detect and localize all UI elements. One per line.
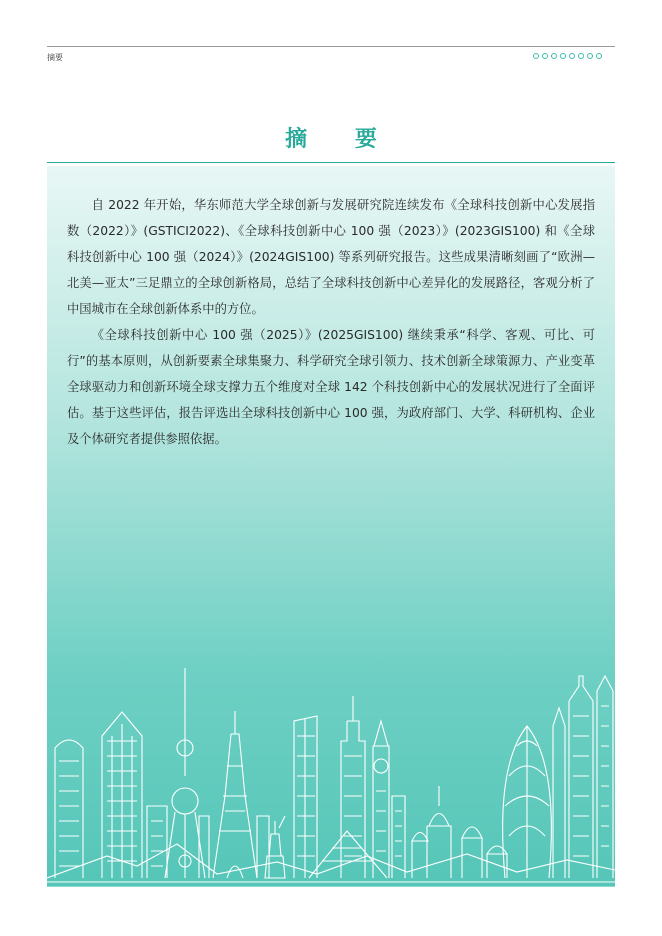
dot-icon	[578, 53, 584, 59]
abstract-body	[67, 192, 595, 452]
dot-icon	[560, 53, 566, 59]
dot-icon	[596, 53, 602, 59]
decorative-dots	[533, 53, 602, 59]
dot-icon	[551, 53, 557, 59]
dot-icon	[569, 53, 575, 59]
city-skyline-illustration	[47, 616, 615, 886]
page-title: 摘 要	[285, 127, 397, 152]
dot-icon	[587, 53, 593, 59]
dot-icon	[542, 53, 548, 59]
running-header: 摘要	[47, 53, 63, 62]
paragraph-2: 《全球科技创新中心 100 强（2025）》(2025GIS100) 继续秉承“科学、客观、可比、可行”的基本原则，从创新要素全球集聚力、科学研究全球引领力、技术创新全球策源力、产业变革全球驱动力和创新环境全球支撑力五个维度对全球 142 个科技创新中心的发展状况进行了全面评估。基于这些评估，报告评选出全球科技创新中心 100 强，为政府部门、大学、科研机构、企业及个体研究者提供参照依据。	[67, 328, 595, 446]
dot-icon	[533, 53, 539, 59]
title-rule	[47, 162, 615, 163]
bottom-rule	[47, 886, 615, 887]
abstract-panel	[47, 166, 615, 886]
paragraph-1: 自 2022 年开始，华东师范大学全球创新与发展研究院连续发布《全球科技创新中心发展指数（2022）》(GSTICI2022)、《全球科技创新中心 100 强（2023）》(2023GIS100) 和《全球科技创新中心 100 强（2024）》(2024GIS100) 等系列研究报告。这些成果清晰刻画了“欧洲—北美—亚太”三足鼎立的全球创新格局，总结了全球科技创新中心差异化的发展路径，客观分析了中国城市在全球创新体系中的方位。	[67, 198, 595, 316]
header-rule	[47, 46, 615, 47]
